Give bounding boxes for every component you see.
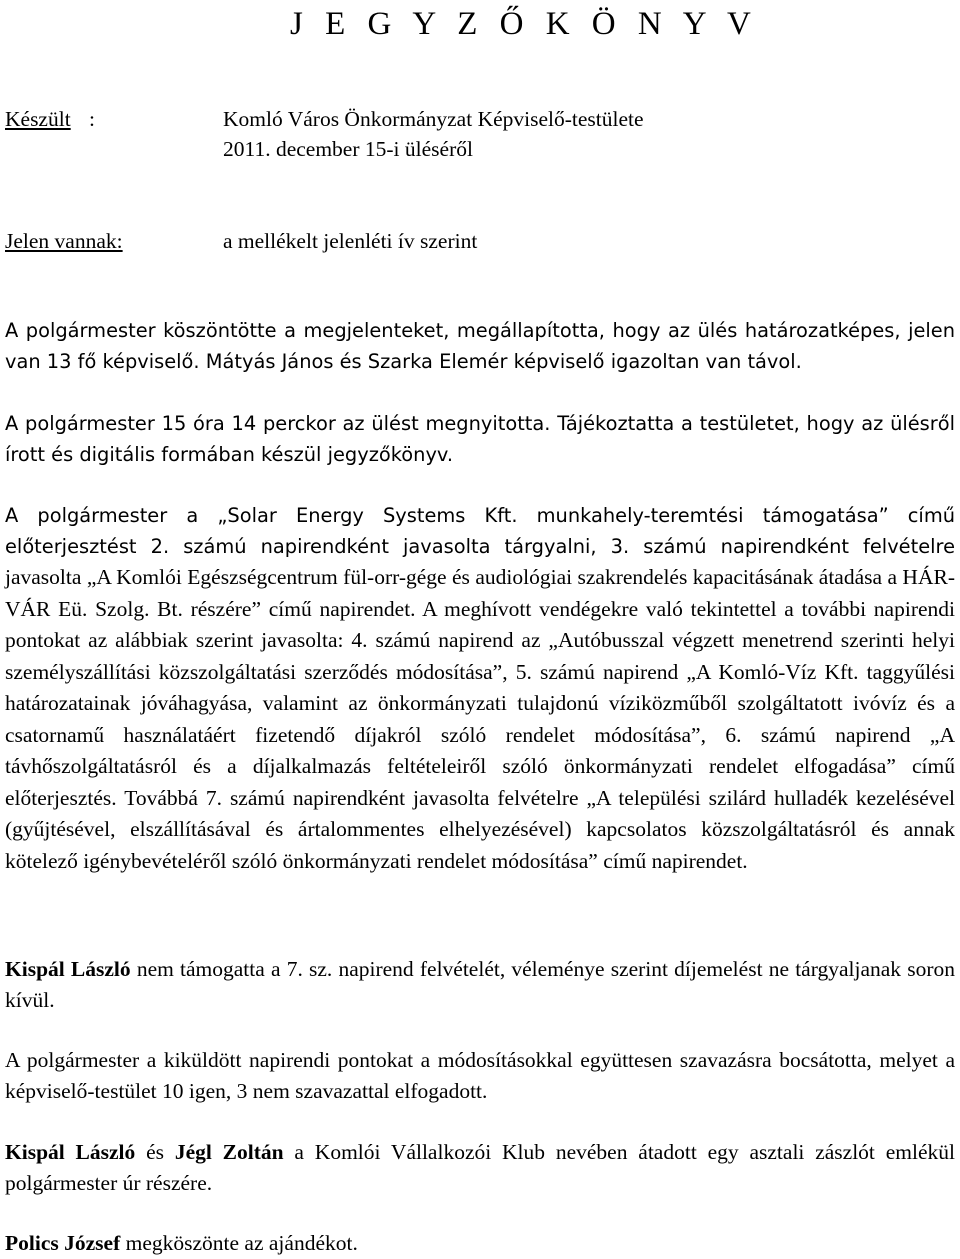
keszult-line-1: Komló Város Önkormányzat Képviselő-testülete	[223, 107, 644, 131]
jelen-label: Jelen vannak:	[5, 229, 123, 253]
paragraph-text: nem támogatta a 7. sz. napirend felvételét, véleménye szerint díjemelést ne tárgyaljanak soron kívül.	[5, 957, 956, 1012]
paragraph-vote: A polgármester a kiküldött napirendi pontokat a módosításokkal együttesen szavazásra bocsátotta, melyet a képviselő-testület 10 igen, 3 nem szavazattal elfogadott.	[5, 1048, 955, 1103]
paragraph-kispal	[5, 954, 955, 1015]
document-title: J E G Y Z Ő K Ö N Y V	[290, 6, 758, 42]
speaker-name: Polics József	[5, 1231, 121, 1255]
speaker-name: Kispál László	[5, 957, 131, 981]
paragraph-opening: A polgármester köszöntötte a megjelenteket, megállapította, hogy az ülés határozatképes, jelen van 13 fő képviselő. Mátyás János és Szarka Elemér képviselő igazoltan van távol.	[5, 319, 955, 373]
paragraph-session-start: A polgármester 15 óra 14 perckor az ülést megnyitotta. Tájékoztatta a testületet, hogy az ülésről írott és digitális formában készül jegyzőkönyv.	[5, 412, 955, 466]
jelen-value: a mellékelt jelenléti ív szerint	[223, 229, 478, 253]
speaker-name-2: Jégl Zoltán	[174, 1140, 284, 1164]
paragraph-thanks	[5, 1228, 955, 1259]
speaker-name-1: Kispál László	[5, 1140, 136, 1164]
paragraph-text: a Komlói Vállalkozói Klub nevében átadott egy asztali zászlót emlékül polgármester úr részére.	[5, 1140, 955, 1195]
keszult-line-2: 2011. december 15-i üléséről	[223, 137, 473, 161]
paragraph-agenda	[5, 501, 955, 877]
paragraph-text: megköszönte az ajándékot.	[120, 1231, 358, 1255]
keszult-label: Készült	[5, 107, 71, 131]
paragraph-gift	[5, 1137, 955, 1198]
agenda-text-part-1: A polgármester a „Solar Energy Systems Kft. munkahely-teremtési támogatása” című előterjesztést 2. számú napirendként javasolta tárgyalni, 3. számú napirendként felvételre	[5, 504, 955, 558]
keszult-colon: :	[89, 107, 95, 131]
agenda-text-part-2: javasolta „A Komlói Egészségcentrum fül-orr-gége és audiológiai szakrendelés kapacitásának átadása a HÁR-VÁR Eü. Szolg. Bt. részére” című napirendet. A meghívott vendégekre való tekintettel a további napirendi pontokat az alábbiak szerint javasolta: 4. számú napirend az „Autóbusszal végzett menetrend szerinti helyi személyszállítási közszolgáltatási szerződés módosítása”, 5. számú napirend „A Komló-Víz Kft. taggyűlési határozatainak jóváhagyása, valamint az önkormányzati tulajdonú víziközműből szolgáltatott ivóvíz és a csatornamű használatáért fizetendő díjakról szóló rendelet módosítása”, 6. számú napirend „A távhőszolgáltatásról és a díjalkalmazás feltételeiről szóló önkormányzati rendelet elfogadása” című előterjesztés. Továbbá 7. számú napirendként javasolta felvételre „A települési szilárd hulladék kezelésével (gyűjtésével, elszállításával és ártalommentes elhelyezésével) kapcsolatos közszolgáltatásról és annak kötelező igénybevételéről szóló önkormányzati rendelet módosítása” című napirendet.	[5, 565, 955, 873]
conjunction: és	[135, 1140, 175, 1164]
